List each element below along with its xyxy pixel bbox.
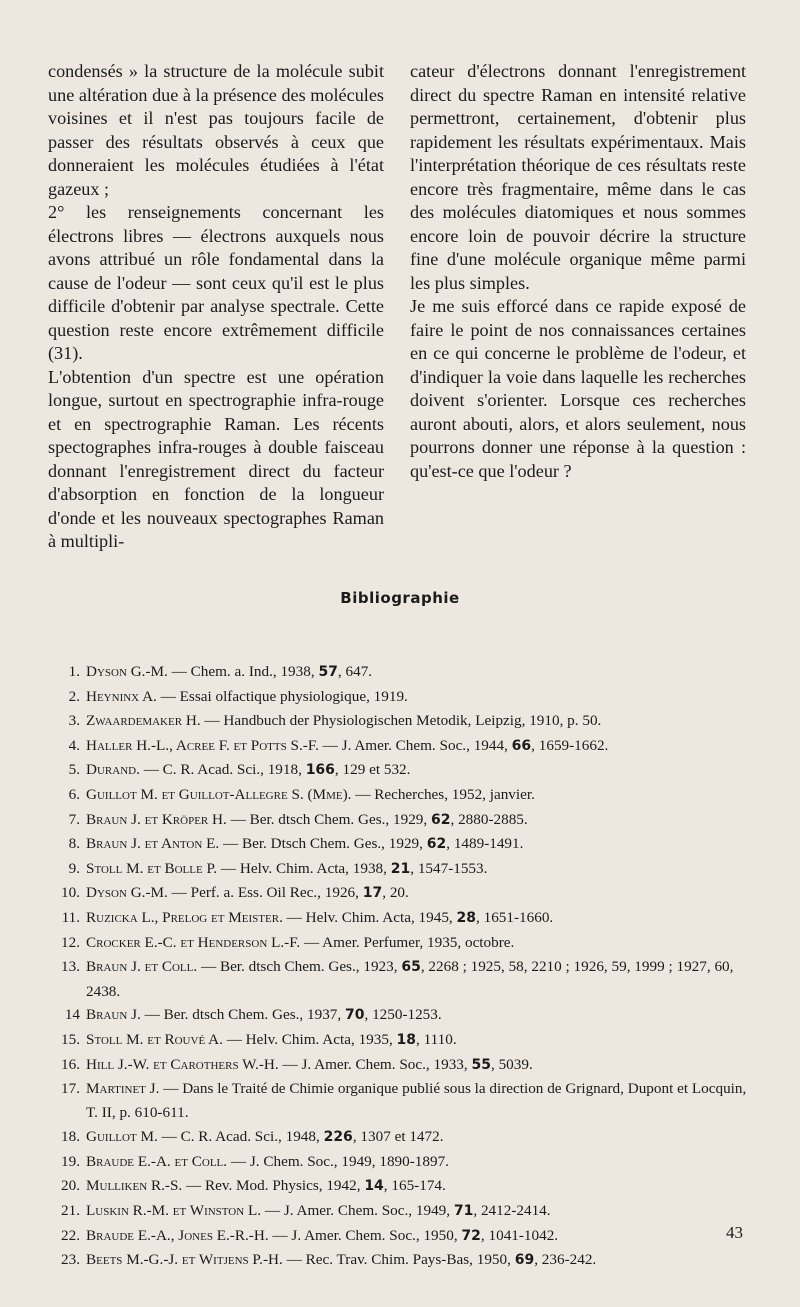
entry-pages: , 1659-1662. xyxy=(531,736,609,754)
entry-volume: 57 xyxy=(318,664,338,680)
page-number: 43 xyxy=(726,1223,743,1242)
entry-volume: 226 xyxy=(323,1129,353,1146)
entry-authors: Guillot M. et Guillot-Allegre S. (Mme). xyxy=(86,785,352,803)
entry-source: — J. Chem. Soc., 1949, 1890-1897. xyxy=(227,1152,449,1170)
entry-volume: 72 xyxy=(461,1227,481,1244)
entry-text xyxy=(86,1028,760,1053)
bibliography-entry xyxy=(48,660,760,685)
entry-text xyxy=(86,1150,760,1175)
entry-volume: 14 xyxy=(364,1178,384,1195)
entry-text xyxy=(86,955,760,1003)
entry-pages: , 1307 et 1472. xyxy=(352,1128,444,1146)
bibliography-entry xyxy=(48,709,760,734)
entry-text xyxy=(86,881,760,906)
bibliography-entry xyxy=(48,832,760,857)
entry-source: — Ber. dtsch Chem. Ges., 1929, xyxy=(226,810,431,828)
entry-number: 6. xyxy=(68,785,80,803)
entry-number: 13. xyxy=(61,958,80,976)
entry-number: 4. xyxy=(68,736,80,754)
entry-authors: Hill J.-W. et Carothers W.-H. xyxy=(86,1055,279,1073)
entry-source: — Rec. Trav. Chim. Pays-Bas, 1950, xyxy=(282,1251,515,1269)
entry-pages: , 20. xyxy=(382,884,409,902)
entry-authors: Mulliken R.-S. xyxy=(86,1177,183,1195)
entry-volume: 62 xyxy=(431,811,451,828)
entry-source: — Ber. Dtsch Chem. Ges., 1929, xyxy=(219,835,427,853)
entry-authors: Beets M.-G.-J. et Witjens P.-H. xyxy=(86,1251,283,1269)
entry-authors: Crocker E.-C. et Henderson L.-F. xyxy=(86,933,301,951)
entry-volume: 70 xyxy=(344,1007,365,1024)
entry-authors: Heyninx A. xyxy=(86,687,157,705)
entry-volume: 166 xyxy=(305,762,335,779)
entry-source: — J. Amer. Chem. Soc., 1933, xyxy=(278,1055,472,1073)
entry-text xyxy=(86,1224,760,1249)
entry-number: 3. xyxy=(68,712,80,730)
bibliography-entry xyxy=(48,1248,760,1273)
entry-text xyxy=(86,685,760,710)
entry-text xyxy=(86,1199,760,1224)
entry-pages: , 647. xyxy=(337,663,373,680)
entry-authors: Braude E.-A., Jones E.-R.-H. xyxy=(86,1226,269,1244)
bibliography-heading: Bibliographie xyxy=(340,589,460,607)
entry-authors: Dyson G.-M. xyxy=(86,663,168,680)
entry-text xyxy=(86,734,760,759)
entry-source: — Helv. Chim. Acta, 1945, xyxy=(282,908,457,926)
entry-authors: Stoll M. et Rouvé A. xyxy=(86,1030,223,1048)
entry-text xyxy=(86,758,760,783)
entry-number: 19. xyxy=(61,1152,80,1170)
bibliography-entry xyxy=(48,758,760,783)
entry-volume: 28 xyxy=(456,909,477,926)
entry-authors: Braun J. xyxy=(86,1006,141,1024)
entry-source: — C. R. Acad. Sci., 1918, xyxy=(139,761,306,779)
entry-number: 14 xyxy=(64,1006,80,1024)
entry-pages: , 1250-1253. xyxy=(364,1006,442,1024)
bibliography-entry xyxy=(48,931,760,956)
entry-pages: , 236-242. xyxy=(534,1251,597,1269)
entry-source: — C. R. Acad. Sci., 1948, xyxy=(157,1128,324,1146)
entry-text xyxy=(86,660,760,685)
bibliography-list xyxy=(48,660,760,1273)
entry-authors: Guillot M. xyxy=(86,1128,158,1146)
bibliography-entry xyxy=(48,808,760,833)
bibliography-entry xyxy=(48,881,760,906)
entry-number: 8. xyxy=(68,835,80,853)
bibliography-entry xyxy=(48,1053,760,1078)
entry-text xyxy=(86,808,760,833)
entry-text xyxy=(86,709,760,734)
entry-authors: Braun J. et Anton E. xyxy=(86,835,220,853)
body-column-left xyxy=(48,60,384,554)
bibliography-entry xyxy=(48,906,760,931)
entry-number: 18. xyxy=(61,1128,80,1146)
bibliography-entry xyxy=(48,857,760,882)
entry-volume: 17 xyxy=(362,885,383,902)
bibliography-entry xyxy=(48,783,760,808)
entry-number: 12. xyxy=(61,933,80,951)
entry-source: — Rev. Mod. Physics, 1942, xyxy=(182,1177,365,1195)
entry-volume: 62 xyxy=(426,836,447,853)
entry-number: 22. xyxy=(61,1226,80,1244)
entry-number: 2. xyxy=(68,687,80,705)
entry-text xyxy=(86,906,760,931)
bibliography-entry xyxy=(48,685,760,710)
entry-number: 21. xyxy=(61,1202,80,1220)
paragraph: L'obtention d'un spectre est une opération longue, surtout en spectrographie infra-rouge et en spectrographie Raman. Les récents spectographes infra-rouges à double faisceau donnant l'enregistrement direct du facteur d'absorption en fonction de la longueur d'onde et les nouveaux spectographes Raman à multipli- xyxy=(48,366,384,551)
entry-volume: 21 xyxy=(390,860,411,877)
entry-text xyxy=(86,1077,760,1125)
entry-pages: , 1489-1491. xyxy=(446,835,524,853)
entry-volume: 71 xyxy=(453,1203,474,1220)
entry-text xyxy=(86,1248,760,1273)
entry-pages: , 5039. xyxy=(490,1055,533,1073)
entry-source: — Helv. Chim. Acta, 1938, xyxy=(217,859,391,877)
paragraph: cateur d'électrons donnant l'enregistrement direct du spectre Raman en intensité relative permettront, certainement, d'obtenir plus rapidement les résultats expérimentaux. Mais l'interprétation théorique de ces résultats reste encore très fragmentaire, même dans le cas des molécules diatomiques et nous sommes encore loin de pouvoir décrire la structure fine d'une molécule organique même parmi les plus simples. xyxy=(410,61,746,293)
entry-authors: Braun J. et Kröper H. xyxy=(86,810,227,828)
entry-text xyxy=(86,931,760,956)
entry-authors: Martinet J. xyxy=(86,1080,160,1098)
entry-volume: 66 xyxy=(511,737,532,754)
entry-number: 17. xyxy=(61,1080,80,1098)
entry-pages: , 2880-2885. xyxy=(450,810,528,828)
paragraph: 2° les renseignements concernant les électrons libres — électrons auxquels nous avons attribué un rôle fondamental dans la cause de l'odeur — sont ceux qu'il est le plus difficile d'obtenir par analyse spectrale. Cette question reste encore extrêmement difficile (31). xyxy=(48,202,384,363)
entry-authors: Durand. xyxy=(86,761,140,779)
entry-number: 7. xyxy=(68,810,80,828)
entry-authors: Luskin R.-M. et Winston L. xyxy=(86,1202,262,1220)
entry-authors: Braude E.-A. et Coll. xyxy=(86,1152,228,1170)
entry-number: 23. xyxy=(61,1251,80,1269)
bibliography-entry xyxy=(48,1003,760,1028)
entry-text xyxy=(86,1053,760,1078)
entry-pages: , 1041-1042. xyxy=(480,1226,559,1244)
entry-authors: Ruzicka L., Prelog et Meister. xyxy=(86,908,283,926)
entry-pages: , 2268 ; 1925, 58, 2210 ; 1926, 59, 1999 ; 1927, 60, 2438. xyxy=(86,958,734,1000)
bibliography-entry xyxy=(48,955,760,1003)
entry-text xyxy=(86,1174,760,1199)
entry-authors: Stoll M. et Bolle P. xyxy=(86,859,218,877)
entry-authors: Dyson G.-M. xyxy=(86,884,168,902)
entry-source: — Ber. dtsch Chem. Ges., 1937, xyxy=(140,1006,345,1024)
entry-number: 11. xyxy=(61,908,80,926)
entry-pages: , 165-174. xyxy=(383,1177,446,1195)
entry-source: — J. Amer. Chem. Soc., 1949, xyxy=(261,1202,454,1220)
body-column-right xyxy=(410,60,746,483)
bibliography-entry xyxy=(48,1125,760,1150)
entry-number: 5. xyxy=(68,761,80,779)
entry-volume: 18 xyxy=(396,1031,417,1048)
entry-pages: , 129 et 532. xyxy=(334,761,411,779)
entry-number: 16. xyxy=(61,1055,80,1073)
entry-source: — Amer. Perfumer, 1935, octobre. xyxy=(300,933,515,951)
entry-source: — Ber. dtsch Chem. Ges., 1923, xyxy=(197,958,402,976)
entry-source: — Handbuch der Physiologischen Metodik, Leipzig, 1910, p. 50. xyxy=(200,712,602,730)
bibliography-entry xyxy=(48,1077,760,1125)
entry-number: 10. xyxy=(61,884,80,902)
bibliography-entry xyxy=(48,734,760,759)
entry-source: — Dans le Traité de Chimie organique publié sous la direction de Grignard, Dupont et Locquin, T. II, p. 610-611. xyxy=(86,1080,747,1121)
entry-pages: , 1547-1553. xyxy=(410,859,488,877)
entry-source: — Chem. a. Ind., 1938, xyxy=(167,663,319,680)
entry-source: — Recherches, 1952, janvier. xyxy=(351,785,535,803)
entry-pages: , 2412-2414. xyxy=(473,1202,551,1220)
bibliography-entry xyxy=(48,1199,760,1224)
entry-number: 20. xyxy=(61,1177,80,1195)
entry-number: 1. xyxy=(68,663,80,680)
entry-volume: 55 xyxy=(471,1056,491,1073)
entry-number: 15. xyxy=(61,1030,80,1048)
entry-source: — J. Amer. Chem. Soc., 1950, xyxy=(268,1226,462,1244)
entry-source: — Helv. Chim. Acta, 1935, xyxy=(222,1030,397,1048)
entry-source: — J. Amer. Chem. Soc., 1944, xyxy=(318,736,512,754)
bibliography-entry xyxy=(48,1028,760,1053)
bibliography-entry xyxy=(48,1174,760,1199)
entry-volume: 69 xyxy=(514,1252,535,1269)
entry-source: — Essai olfactique physiologique, 1919. xyxy=(156,687,408,705)
entry-authors: Braun J. et Coll. xyxy=(86,958,198,976)
entry-text xyxy=(86,857,760,882)
entry-number: 9. xyxy=(68,859,80,877)
paragraph: Je me suis efforcé dans ce rapide exposé de faire le point de nos connaissances certaines en ce qui concerne le problème de l'odeur, et d'indiquer la voie dans laquelle les recherches doivent s'orienter. Lorsque ces recherches auront abouti, alors, et alors seulement, nous pourrons donner une réponse à la question : qu'est-ce que l'odeur ? xyxy=(410,296,746,481)
entry-text xyxy=(86,783,760,808)
entry-text xyxy=(86,1125,760,1150)
bibliography-entry xyxy=(48,1224,760,1249)
entry-pages: , 1651-1660. xyxy=(476,908,554,926)
paragraph: condensés » la structure de la molécule subit une altération due à la présence des molécules voisines et il n'est pas toujours facile de passer des résultats observés à ceux que donneraient les molécules étudiées à l'état gazeux ; xyxy=(48,61,384,199)
entry-source: — Perf. a. Ess. Oil Rec., 1926, xyxy=(167,884,363,902)
entry-authors: Zwaardemaker H. xyxy=(86,712,201,730)
entry-authors: Haller H.-L., Acree F. et Potts S.-F. xyxy=(86,736,319,754)
entry-pages: , 1110. xyxy=(416,1030,457,1048)
entry-text xyxy=(86,832,760,857)
entry-text xyxy=(86,1003,760,1028)
entry-volume: 65 xyxy=(401,959,421,976)
bibliography-entry xyxy=(48,1150,760,1175)
